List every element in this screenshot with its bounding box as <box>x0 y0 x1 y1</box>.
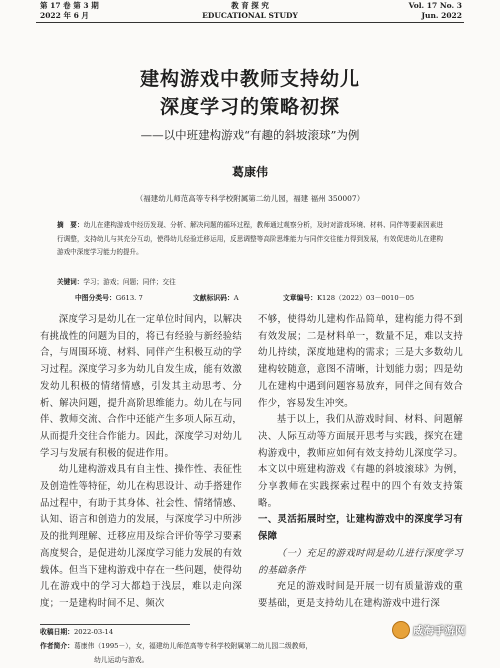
paragraph: 充足的游戏时间是开展一切有质量游戏的重要基础，更是支持幼儿在建构游戏中进行深 <box>258 581 463 609</box>
keywords <box>57 276 176 286</box>
article-title-line-2: 深度学习的策略初探 <box>159 96 340 118</box>
section-heading: 一、灵活拓展时空，让建构游戏中的深度学习有保障 <box>258 514 463 543</box>
subsection-heading: （一）充足的游戏时间是幼儿进行深度学习的基础条件 <box>258 547 463 576</box>
paragraph: 幼儿建构游戏具有自主性、操作性、表征性及创造性等特征，幼儿在构思设计、动手搭建作品过程中，有助于其身体、社会性、情绪情感、认知、语言和创造力的发展，与深度学习中所涉及的批判理解、迁移应用及综合评价等学习要素高度契合，是促进幼儿深度学习能力发展的有效载体。但当下建构游戏中存在一些问题，使得幼儿在游戏中的学习大都趋于浅层，难以走向深度；一是建构时间不足、频次 <box>40 464 242 609</box>
clc-value: G613. 7 <box>115 294 143 302</box>
watermark-text: 威海手游网 <box>413 624 466 637</box>
body-left-column <box>40 312 242 613</box>
article-title-line-1: 建构游戏中教师支持幼儿 <box>139 68 360 90</box>
paragraph: 深度学习是幼儿在一定单位时间内，以解决有挑战性的问题为目的，将已有经验与新经验结合，与周围环境、材料、同伴产生积极互动的学习过程。深度学习多为幼儿自发生成，能有效激发幼儿积极的情绪情感，引发其主动思考、分析、解决问题，提升高阶思维能力。幼儿在与同伴、教师交流、合作中还能产生多项人际互动，从而提升交往合作能力。因此，深度学习对幼儿学习与发展有积极的促进作用。 <box>40 314 242 459</box>
keywords-text: 学习；游戏；问题；同伴；交往 <box>83 278 176 286</box>
keywords-label: 关键词： <box>57 278 84 286</box>
journal-name: 教 育 探 究 <box>231 1 269 10</box>
footnote-author <box>40 640 312 654</box>
header-volume: 第 17 卷 第 3 期 <box>40 1 99 10</box>
received-date: 2022-03-14 <box>73 628 114 636</box>
document-code-value: A <box>233 294 239 302</box>
header-date: 2022 年 6 月 <box>40 11 89 20</box>
article-number-label: 文章编号： <box>283 294 317 302</box>
paragraph: 不够，使得幼儿建构作品简单，建构能力得不到有效发展；二是材料单一，数量不足，难以支持幼儿持续，深度地建构的需求；三是大多数幼儿建构较随意，意图不清晰，计划能力弱；四是幼儿在建构中遇到问题容易放弃，同伴之间有效合作少，容易发生冲突。 <box>258 314 463 409</box>
paragraph: 基于以上，我们从游戏时间、材料、问题解决、人际互动等方面展开思考与实践，探究在建构游戏中，教师应如何有效支持幼儿深度学习。本文以中班建构游戏《有趣的斜坡滚球》为例，分享教师在实践探索过程中的四个有效支持策略。 <box>258 414 463 509</box>
author-name: 葛康伟 <box>231 165 268 179</box>
clc-number <box>75 292 143 302</box>
header-volume-en: Vol. 17 No. 3 <box>408 1 462 10</box>
abstract-label: 摘 要： <box>57 221 84 229</box>
abstract <box>57 219 443 260</box>
author-bio: 葛康伟（1995－），女，福建幼儿师范高等专科学校附属第二幼儿园二级教师， <box>73 642 313 650</box>
footnote-author-continued: 幼儿运动与游戏。 <box>94 656 149 664</box>
footnote-received <box>40 626 113 640</box>
body-right-column <box>258 312 463 613</box>
author-affiliation: （福建幼儿师范高等专科学校附属第二幼儿园，福建 福州 350007） <box>135 194 365 203</box>
article-subtitle: ——以中班建构游戏“有趣的斜坡滚球”为例 <box>140 128 360 142</box>
journal-name-en: EDUCATIONAL STUDY <box>202 11 298 20</box>
header-date-en: Jun. 2022 <box>421 11 462 20</box>
abstract-text: 幼儿在建构游戏中经历发现、分析、解决问题的循环过程，教师通过观察分析，及时对游戏环境、材料、同伴等要素因素进行调整，支持幼儿与其充分互动，使得幼儿经验迁移运用，反思调整等高阶思维能力与同伴交往能力得到发展，有效促进幼儿在建构游戏中深度学习能力的提升。 <box>57 221 443 257</box>
author-bio-label: 作者简介： <box>40 642 74 650</box>
document-code <box>193 292 239 302</box>
article-number <box>283 292 414 302</box>
clc-label: 中图分类号： <box>75 294 116 302</box>
footnote-rule <box>40 624 190 625</box>
watermark <box>392 619 476 641</box>
document-code-label: 文献标识码： <box>193 294 234 302</box>
watermark-logo-icon <box>392 621 410 639</box>
header-rule <box>36 22 464 23</box>
received-label: 收稿日期： <box>40 628 74 636</box>
article-number-value: K128（2022）03－0010－05 <box>316 294 415 302</box>
